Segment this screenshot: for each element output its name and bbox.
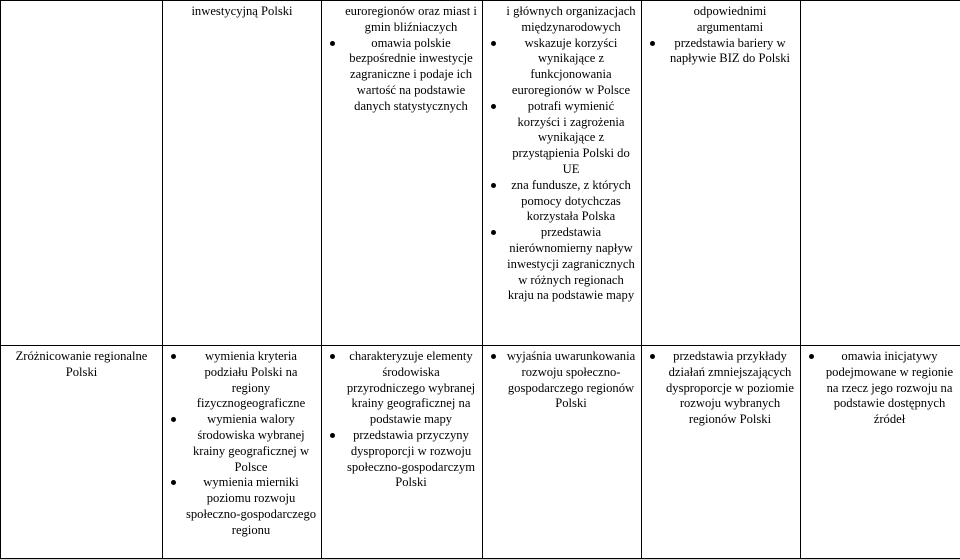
bullet-list [326,349,478,491]
requirement-cell [322,1,483,346]
list-item: wymienia kryteria podziału Polski na regiony fizycznogeograficzne [167,349,317,412]
list-item: omawia inicjatywy podejmowane w regionie na rzecz jego rozwoju na podstawie dostępnych źródeł [805,349,956,428]
requirement-cell [801,346,960,559]
requirement-cell [163,1,322,346]
requirement-cell [483,1,642,346]
list-item: omawia polskie bezpośrednie inwestycje zagraniczne i podaje ich wartość na podstawie danych statystycznych [326,36,478,115]
bullet-list [805,349,956,428]
continued-text: i głównych organizacjach międzynarodowych [487,4,637,36]
continued-text: odpowiednimi argumentami [646,4,796,36]
list-item: przedstawia przyczyny dysproporcji w rozwoju społeczno-gospodarczym Polski [326,428,478,491]
list-item: wymienia walory środowiska wybranej krainy geograficznej w Polsce [167,412,317,475]
bullet-list [487,349,637,412]
bullet-list [487,36,637,305]
topic-cell [1,1,163,346]
requirement-cell [642,1,801,346]
requirement-cell [483,346,642,559]
requirement-cell [642,346,801,559]
list-item: charakteryzuje elementy środowiska przyrodniczego wybranej krainy geograficznej na podstawie mapy [326,349,478,428]
requirement-cell [322,346,483,559]
bullet-list [646,349,796,428]
table-row [1,1,960,346]
requirement-cell [163,346,322,559]
continued-text: inwestycyjną Polski [167,4,317,20]
list-item: przedstawia przykłady działań zmniejszających dysproporcje w poziomie rozwoju wybranych regionów Polski [646,349,796,428]
list-item: wyjaśnia uwarunkowania rozwoju społeczno-gospodarczego regionów Polski [487,349,637,412]
bullet-list [326,36,478,115]
list-item: przedstawia bariery w napływie BIZ do Polski [646,36,796,68]
table-row [1,346,960,559]
bullet-list [167,349,317,539]
requirement-cell [801,1,960,346]
topic-title: Zróżnicowanie regionalne Polski [16,349,148,379]
continued-text: euroregionów oraz miast i gmin bliźniaczych [326,4,478,36]
bullet-list [646,36,796,68]
list-item: potrafi wymienić korzyści i zagrożenia wynikające z przystąpienia Polski do UE [487,99,637,178]
topic-cell [1,346,163,559]
list-item: wymienia mierniki poziomu rozwoju społeczno-gospodarczego regionu [167,475,317,538]
list-item: wskazuje korzyści wynikające z funkcjonowania euroregionów w Polsce [487,36,637,99]
list-item: przedstawia nierównomierny napływ inwestycji zagranicznych w różnych regionach kraju na podstawie mapy [487,225,637,304]
list-item: zna fundusze, z których pomocy dotychczas korzystała Polska [487,178,637,225]
